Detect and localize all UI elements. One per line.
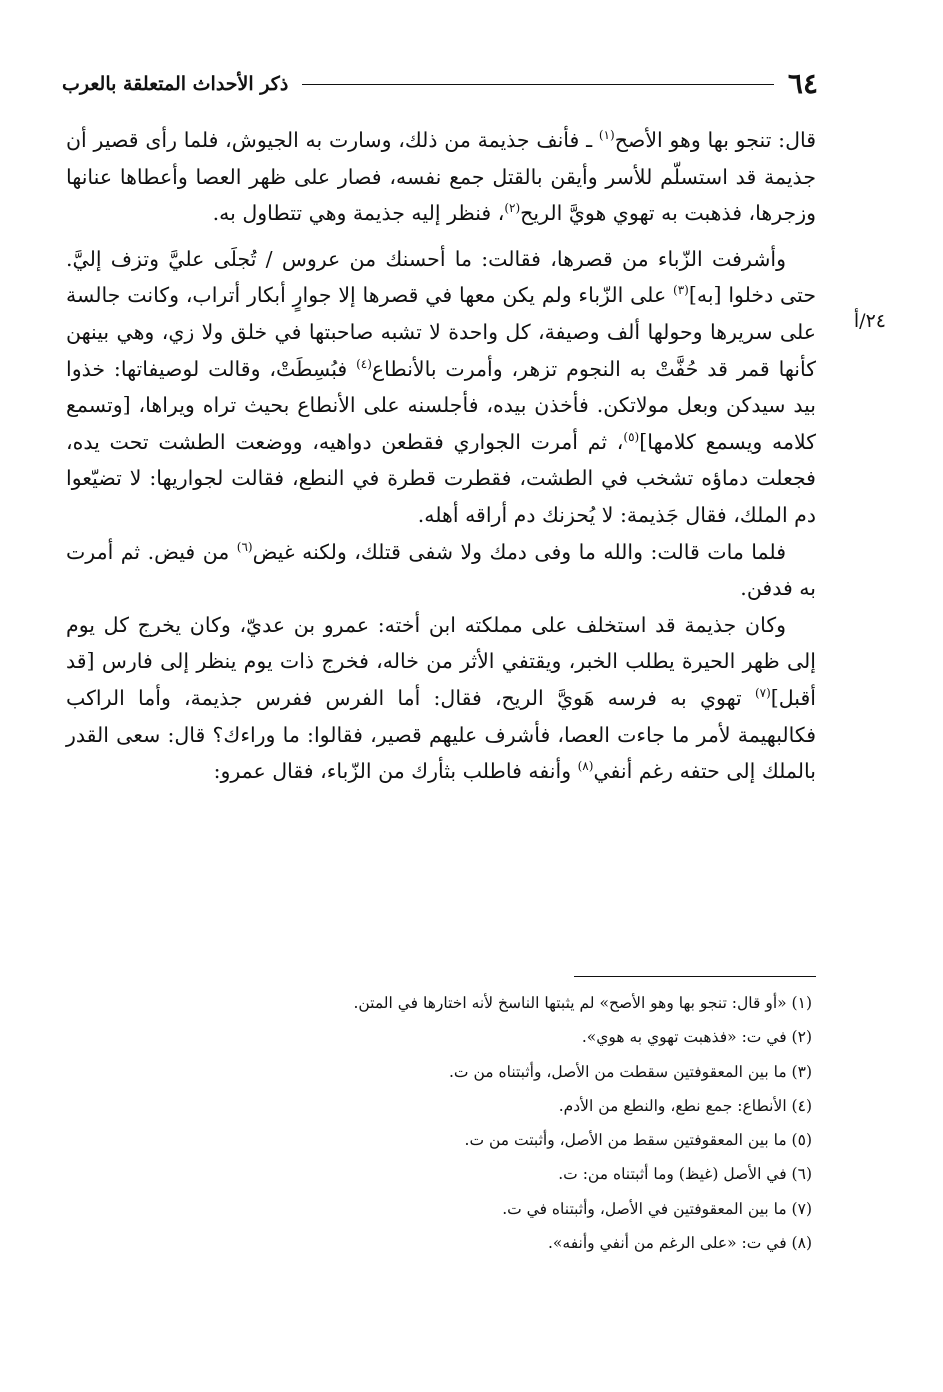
main-text [66,122,816,790]
text-run: ـ فأنف جذيمة من ذلك، وسارت به الجيوش، فلما رأى قصير أن جذيمة قد استسلّم للأسر وأيقن بالقتل جمع نفسه، فصار على ظهر العصا وأعطاها عنانها وزجرها، فذهبت به تهوي هويَّ الريح [66,128,816,226]
footnote: (١) «أو قال: تنجو بها وهو الأصح» لم يثبتها الناسخ لأنه اختارها في المتن. [353,994,812,1012]
footnote: (٥) ما بين المعقوفتين سقط من الأصل، وأثبتت من ت. [464,1131,812,1150]
footnote: (٢) في ت: «فذهبت تهوي به هوي». [581,1028,812,1047]
footnote-ref: (٣) [673,283,689,298]
text-run: ، فنظر إليه جذيمة وهي تتطاول به. [212,201,505,226]
running-head [62,66,818,102]
footnote-ref: (٤) [356,356,372,371]
chapter-title: ذكر الأحداث المتعلقة بالعرب [62,73,289,95]
header-rule [302,84,774,85]
page-number: ٦٤ [787,67,818,100]
footnote-ref: (١) [598,128,615,143]
text-run: ، ثم أمرت الجواري فقطعن دواهيه، ووضعت الطشت تحت يده، فجعلت دماؤه تشخب في الطشت، فقطرت قطرة في النطع، فقالت لجواريها: لا تضيّعوا دم الملك، فقال جَذيمة: لا يُحزنك دم أراقه أهله. [66,429,816,527]
footnote-ref: (٢) [504,201,521,216]
manuscript-folio-note: ٢٤/أ [853,310,886,332]
text-run: على الزّباء ولم يكن معها في قصرها إلا جوارٍ أبكار أتراب، وكانت جالسة على سريرها وحولها ألف وصيفة، كل واحدة لا تشبه صاحبتها في خلق ولا زي، وهي بينهن كأنها قمر قد حُفَّتْ به النجوم تزهر، وأمرت بالأنطاع [66,283,816,381]
footnote: (٦) في الأصل (غيظ) وما أثبتناه من: ت. [558,1165,812,1184]
text-run: من فيض. ثم أمرت به فدفن. [66,539,816,601]
footnote-ref: (٨) [577,759,594,774]
paragraph [66,122,816,232]
text-run: تهوي به فرسه هَويَّ الريح، فقال: أما الفرس ففرس جذيمة، وأما الراكب فكالبهيمة لأمر ما جاءت العصا، فأشرف عليهم قصير، فقالوا: ما وراءك؟ قال: سعى القدر بالملك إلى حتفه رغم أنفي [66,685,816,784]
footnote: (٣) ما بين المعقوفتين سقطت من الأصل، وأثبتناه من ت. [449,1062,812,1081]
text-run: وكان جذيمة قد استخلف على مملكته ابن أخته: عمرو بن عديّ، وكان يخرج كل يوم إلى ظهر الحيرة يطلب الخبر، ويقتفي الأثر من خاله، فخرج ذات يوم ينظر إلى فارس [قد أقبل] [66,612,816,710]
text-run: فبُسِطَتْ، وقالت لوصيفاتها: خذوا بيد سيدكن وبعل مولاتكن. فأخذن بيده، فأجلسنه على الأنطاع بحيث تراه ويراها، [وتسمع كلامه ويسمع كلامها] [66,356,816,454]
text-run: فلما مات قالت: والله ما وفى دمك ولا شفى قتلك، ولكنه غيض [252,539,786,564]
footnote-rule [574,976,816,977]
footnote-ref: (٧) [754,686,771,701]
text-run: قال: تنجو بها وهو الأصح [614,128,817,152]
paragraph [66,607,816,790]
footnote-ref: (٦) [236,539,253,554]
text-run: وأنفه فاطلب بثأرك من الزّباء، فقال عمرو: [213,759,578,784]
footnote-ref: (٥) [623,429,640,444]
paragraph [66,534,816,607]
footnote: (٨) في ت: «على الرغم من أنفي وأنفه». [547,1234,812,1253]
text-run: وأشرفت الزّباء من قصرها، فقالت: ما أحسنك من عروس / تُجلَى عليَّ وتزف إليَّ. حتى دخلوا [به] [66,246,816,308]
footnote: (٧) ما بين المعقوفتين في الأصل، وأثبتناه في ت. [502,1199,812,1218]
footnotes [66,986,812,1260]
paragraph [66,241,816,534]
footnote: (٤) الأنطاع: جمع نطع، والنطع من الأدم. [558,1096,812,1115]
